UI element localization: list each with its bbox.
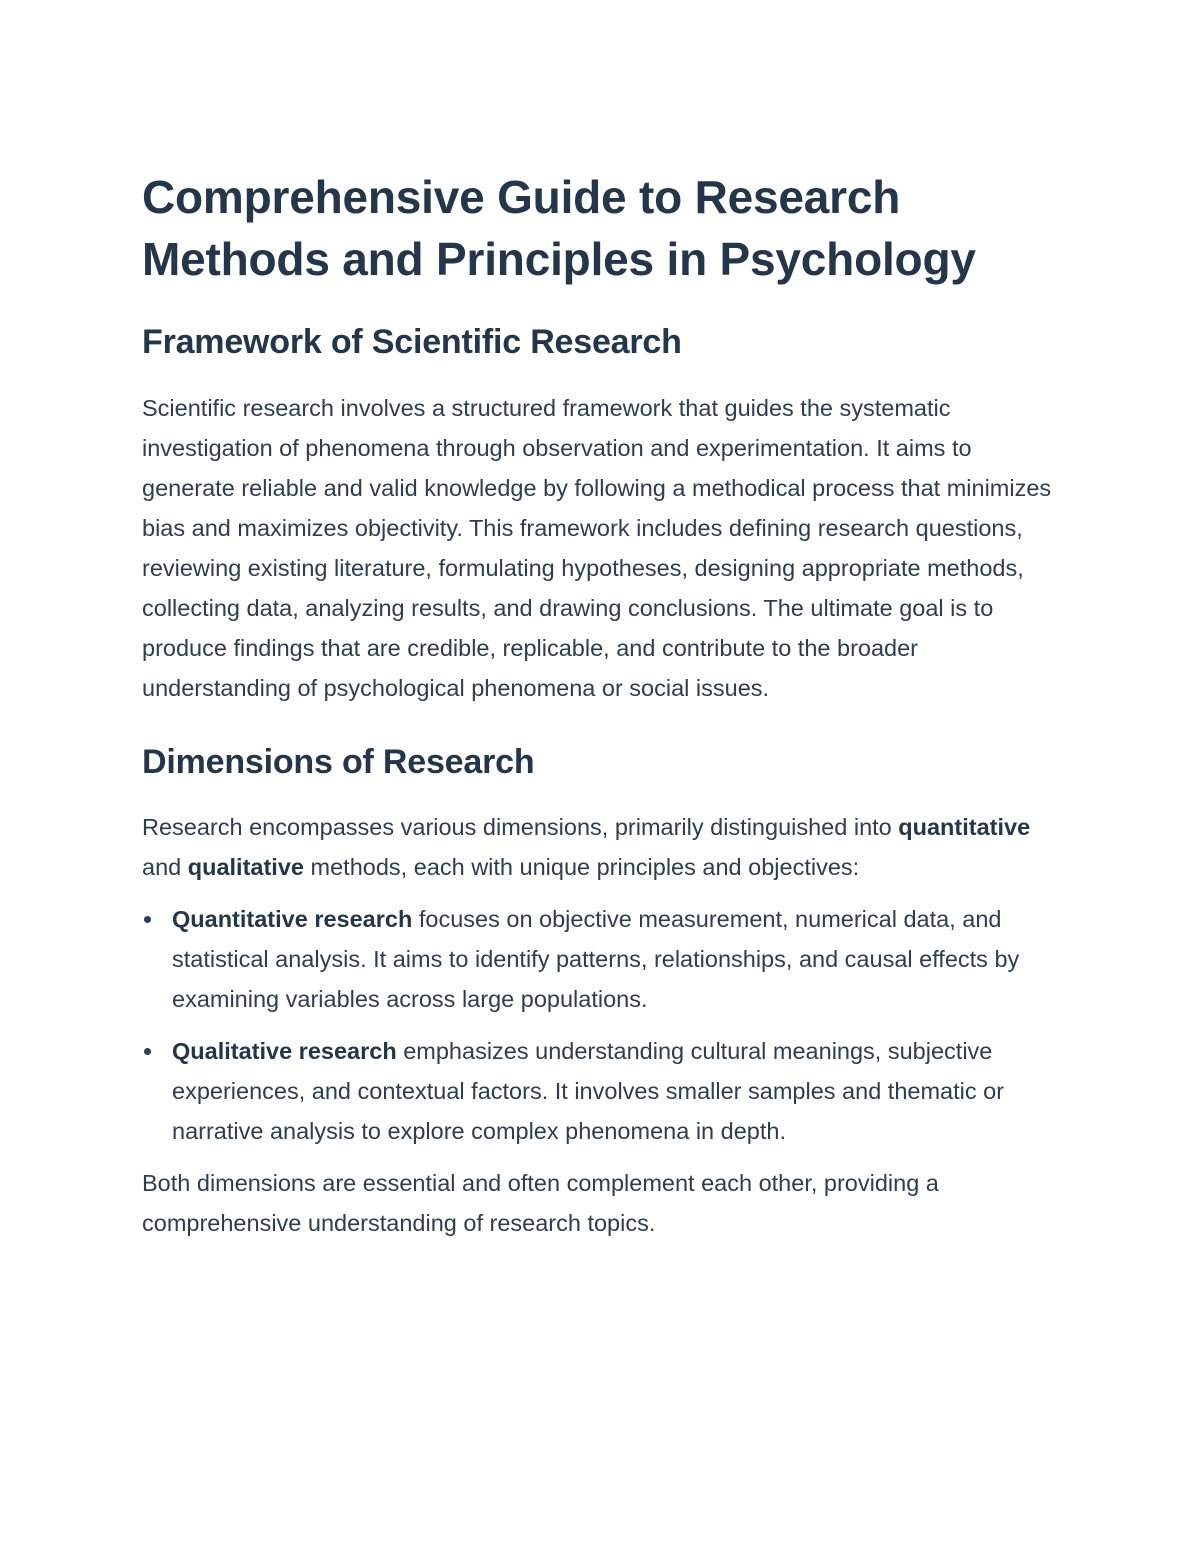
list-item-text: emphasizes understanding cultural meanings, subjective experiences, and contextual factors. It involves smaller samples and thematic or narrative analysis to explore complex phenomena in depth. <box>172 1038 1005 1144</box>
intro-bold-quantitative: quantitative <box>898 814 1031 840</box>
framework-paragraph: Scientific research involves a structured framework that guides the systematic investigation of phenomena through observation and experimentation. It aims to generate reliable and valid knowledge by following a methodical process that minimizes bias and maximizes objectivity. This framework includes defining research questions, reviewing existing literature, formulating hypotheses, designing appropriate methods, collecting data, analyzing results, and drawing conclusions. The ultimate goal is to produce findings that are credible, replicable, and contribute to the broader understanding of psychological phenomena or social issues. <box>142 395 1052 701</box>
document-title: Comprehensive Guide to Research Methods and Principles in Psychology <box>142 171 976 285</box>
intro-middle: and <box>142 854 188 880</box>
dimensions-list <box>142 899 1062 1151</box>
dimensions-intro-paragraph <box>142 807 1062 887</box>
list-item-text: focuses on objective measurement, numerical data, and statistical analysis. It aims to identify patterns, relationships, and causal effects by examining variables across large populations. <box>172 906 1020 1012</box>
intro-bold-qualitative: qualitative <box>187 854 304 880</box>
list-item-qualitative <box>142 1031 1062 1151</box>
list-item-quantitative <box>142 899 1062 1019</box>
list-item-bold: Quantitative research <box>172 906 413 932</box>
section-heading-framework: Framework of Scientific Research <box>142 323 682 361</box>
bullet-dot-icon <box>144 1048 151 1055</box>
intro-prefix: Research encompasses various dimensions, primarily distinguished into <box>142 814 899 840</box>
section-heading-dimensions: Dimensions of Research <box>142 743 535 781</box>
list-item-bold: Qualitative research <box>172 1038 397 1064</box>
intro-suffix: methods, each with unique principles and objectives: <box>303 854 860 880</box>
bullet-dot-icon <box>144 916 151 923</box>
dimensions-conclusion-paragraph: Both dimensions are essential and often complement each other, providing a comprehensive understanding of research topics. <box>142 1170 939 1236</box>
document-page <box>142 166 1062 1243</box>
